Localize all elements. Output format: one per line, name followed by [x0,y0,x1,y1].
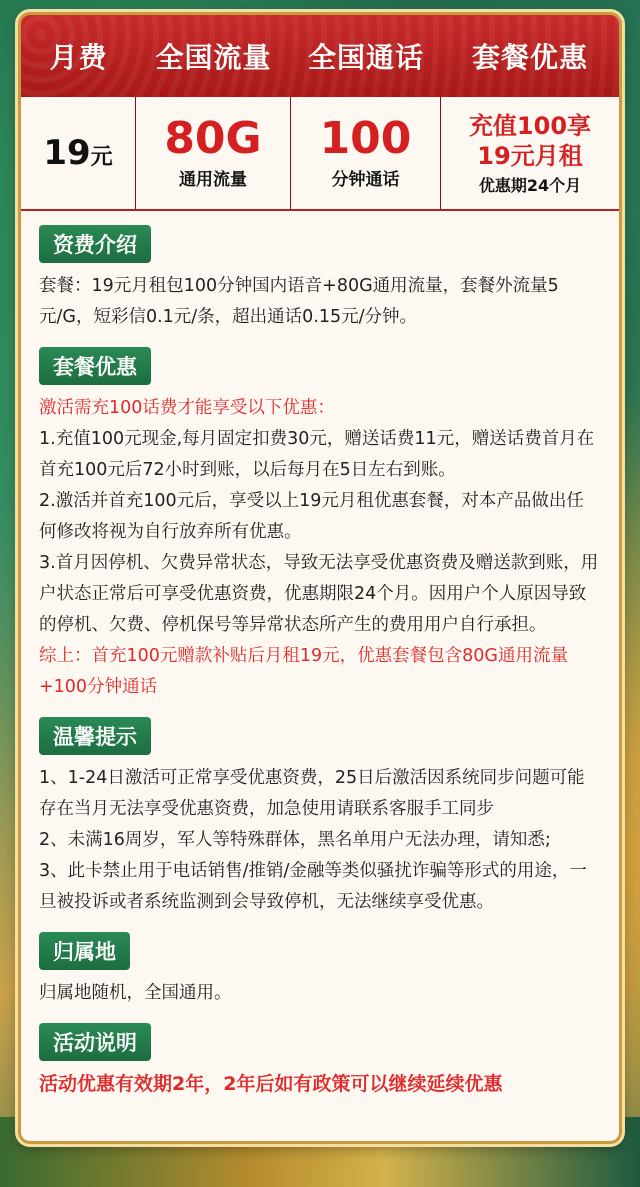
section-tips [21,703,619,918]
header-monthly-fee: 月费 [49,41,108,74]
offer-summary: 综上：首充100元赠款补贴后月租19元，优惠套餐包含80G通用流量+100分钟通话 [39,646,568,697]
table-values [21,97,619,211]
monthly-price: 19元 [43,133,113,173]
section-title-activity: 活动说明 [39,1023,151,1061]
tips-item-1: 1、1-24日激活可正常享受优惠资费，25日后激活因系统同步问题可能存在当月无法享受优惠资费，加急使用请联系客服手工同步 [39,768,585,819]
data-label: 通用流量 [179,169,247,190]
plan-card [18,12,622,1144]
section-title-tips: 温馨提示 [39,717,151,755]
offer-lead: 激活需充100话费才能享受以下优惠： [39,398,335,418]
promo-line-1: 充值100享 [468,111,592,140]
section-intro [21,211,619,333]
tips-item-3: 3、此卡禁止用于电话销售/推销/金融等类似骚扰诈骗等形式的用途，一旦被投诉或者系统监测到会导致停机，无法继续享受优惠。 [39,861,587,912]
promo-line-2: 19元月租 [477,141,583,170]
table-header [21,15,619,97]
data-amount: 80G [164,112,262,164]
section-region [21,918,619,1009]
section-offer [21,333,619,703]
tips-item-2: 2、未满16周岁，军人等特殊群体，黑名单用户无法办理，请知悉; [39,830,551,850]
price-cell [21,97,136,209]
header-plan-offer: 套餐优惠 [471,41,588,74]
minutes-label: 分钟通话 [331,169,400,190]
minutes-cell [291,97,441,209]
minutes-amount: 100 [319,112,412,164]
offer-item-2: 2.激活并首充100元后，享受以上19元月租优惠套餐，对本产品做出任何修改将视为自行放弃所有优惠。 [39,491,584,542]
region-text: 归属地随机，全国通用。 [39,983,232,1003]
offer-item-3: 3.首月因停机、欠费异常状态，导致无法享受优惠资费及赠送款到账，用户状态正常后可享受优惠资费，优惠期限24个月。因用户个人原因导致的停机、欠费、停机保号等异常状态所产生的费用用户自行承担。 [39,553,599,635]
section-title-intro: 资费介绍 [39,225,151,263]
section-title-offer: 套餐优惠 [39,347,151,385]
header-national-data: 全国流量 [155,41,272,74]
promo-cell [441,97,619,209]
section-activity [21,1009,619,1100]
activity-text: 活动优惠有效期2年，2年后如有政策可以继续延续优惠 [39,1073,503,1095]
promo-line-3: 优惠期24个月 [478,175,582,195]
data-cell [136,97,291,209]
offer-item-1: 1.充值100元现金,每月固定扣费30元，赠送话费11元，赠送话费首月在首充100元后72小时到账，以后每月在5日左右到账。 [39,429,595,480]
header-national-calls: 全国通话 [307,41,424,74]
intro-text: 套餐：19元月租包100分钟国内语音+80G通用流量，套餐外流量5元/G，短彩信0.1元/条，超出通话0.15元/分钟。 [39,276,559,327]
section-title-region: 归属地 [39,932,130,970]
